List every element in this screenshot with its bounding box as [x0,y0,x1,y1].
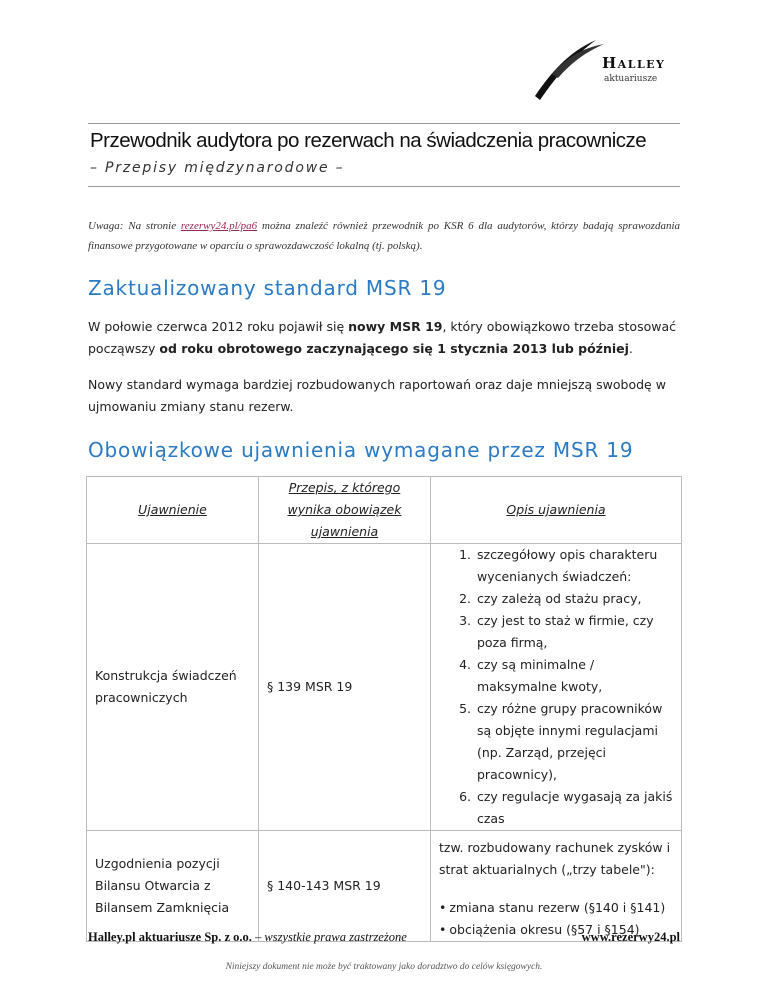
highlight-new-msr19: nowy MSR 19 [348,319,443,334]
cell-description [431,831,682,942]
logo-subtitle: aktuariusze [604,74,658,84]
paragraph-requirements: Nowy standard wymaga bardziej rozbudowanych raportowań oraz daje mniejszą swobodę w ujmowaniu zmiany stanu rezerw. [88,377,666,414]
logo-name: Halley [602,54,666,72]
note [88,216,680,256]
footer-website[interactable]: www.rezerwy24.pl [581,930,680,944]
list-item: 5. czy różne grupy pracowników są objęte innymi regulacjami (np. Zarząd, przejęci pracownicy), [475,698,673,786]
list-item: 6. czy regulacje wygasają za jakiś czas [475,786,673,830]
header-disclosure: Ujawnienie [87,477,259,544]
list-item: 1. szczegółowy opis charakteru wycenianych świadczeń: [475,544,673,588]
highlight-effective-date: od roku obrotowego zaczynającego się 1 stycznia 2013 lub później [159,341,629,356]
note-suffix: można znaleźć również przewodnik po KSR 6 dla audytorów, którzy badają sprawozdania finansowe przygotowane w oparciu o sprawozdawczość lokalną (tj. polską). [88,220,680,252]
list-item: • zmiana stanu rezerw (§140 i §141) [439,897,673,919]
footer-disclaimer: Niniejszy dokument nie może być traktowany jako doradztwo do celów księgowych. [225,962,543,972]
halley-logo [530,34,690,104]
header-top-rule [88,123,680,124]
list-item: 3. czy jest to staż w firmie, czy poza firmą, [475,610,673,654]
table-row [87,544,682,831]
list-item: • obciążenia okresu (§57 i §154) [439,919,673,941]
list-item: 4. czy są minimalne / maksymalne kwoty, [475,654,673,698]
header-description: Opis ujawnienia [431,477,682,544]
table-header-row [87,477,682,544]
rights-text: – wszystkie prawa zastrzeżone [255,930,407,944]
note-link[interactable]: rezerwy24.pl/pa6 [180,220,258,232]
page-subtitle: – Przepisy międzynarodowe – [90,160,345,176]
description-intro: tzw. rozbudowany rachunek zysków i strat aktuarialnych („trzy tabele"): [439,840,671,877]
header-rule: Przepis, z którego wynika obowiązek ujawnienia [259,477,431,544]
section-heading-disclosures: Obowiązkowe ujawnienia wymagane przez MSR 19 [88,438,634,462]
section-heading-standard: Zaktualizowany standard MSR 19 [88,276,447,300]
cell-rule: § 139 MSR 19 [259,544,431,831]
list-item: 2. czy zależą od stażu pracy, [475,588,673,610]
cell-rule: § 140-143 MSR 19 [259,831,431,942]
table-row [87,831,682,942]
page-title: Przewodnik audytora po rezerwach na świadczenia pracownicze [90,129,647,152]
paragraph-intro: W połowie czerwca 2012 roku pojawił się nowy MSR 19, który obowiązkowo trzeba stosować począwszy od roku obrotowego zaczynającego się 1 stycznia 2013 lub później. [88,319,676,356]
header-bottom-rule [88,186,680,187]
footer-company [88,930,407,945]
cell-disclosure: Uzgodnienia pozycji Bilansu Otwarcia z Bilansem Zamknięcia [87,831,259,942]
company-name: Halley.pl aktuariusze Sp. z o.o. [88,930,252,944]
disclosures-table [86,476,682,942]
note-prefix: Uwaga: Na stronie [88,220,177,232]
swoosh-logo-icon [530,34,610,104]
cell-disclosure: Konstrukcja świadczeń pracowniczych [87,544,259,831]
cell-description [431,544,682,831]
